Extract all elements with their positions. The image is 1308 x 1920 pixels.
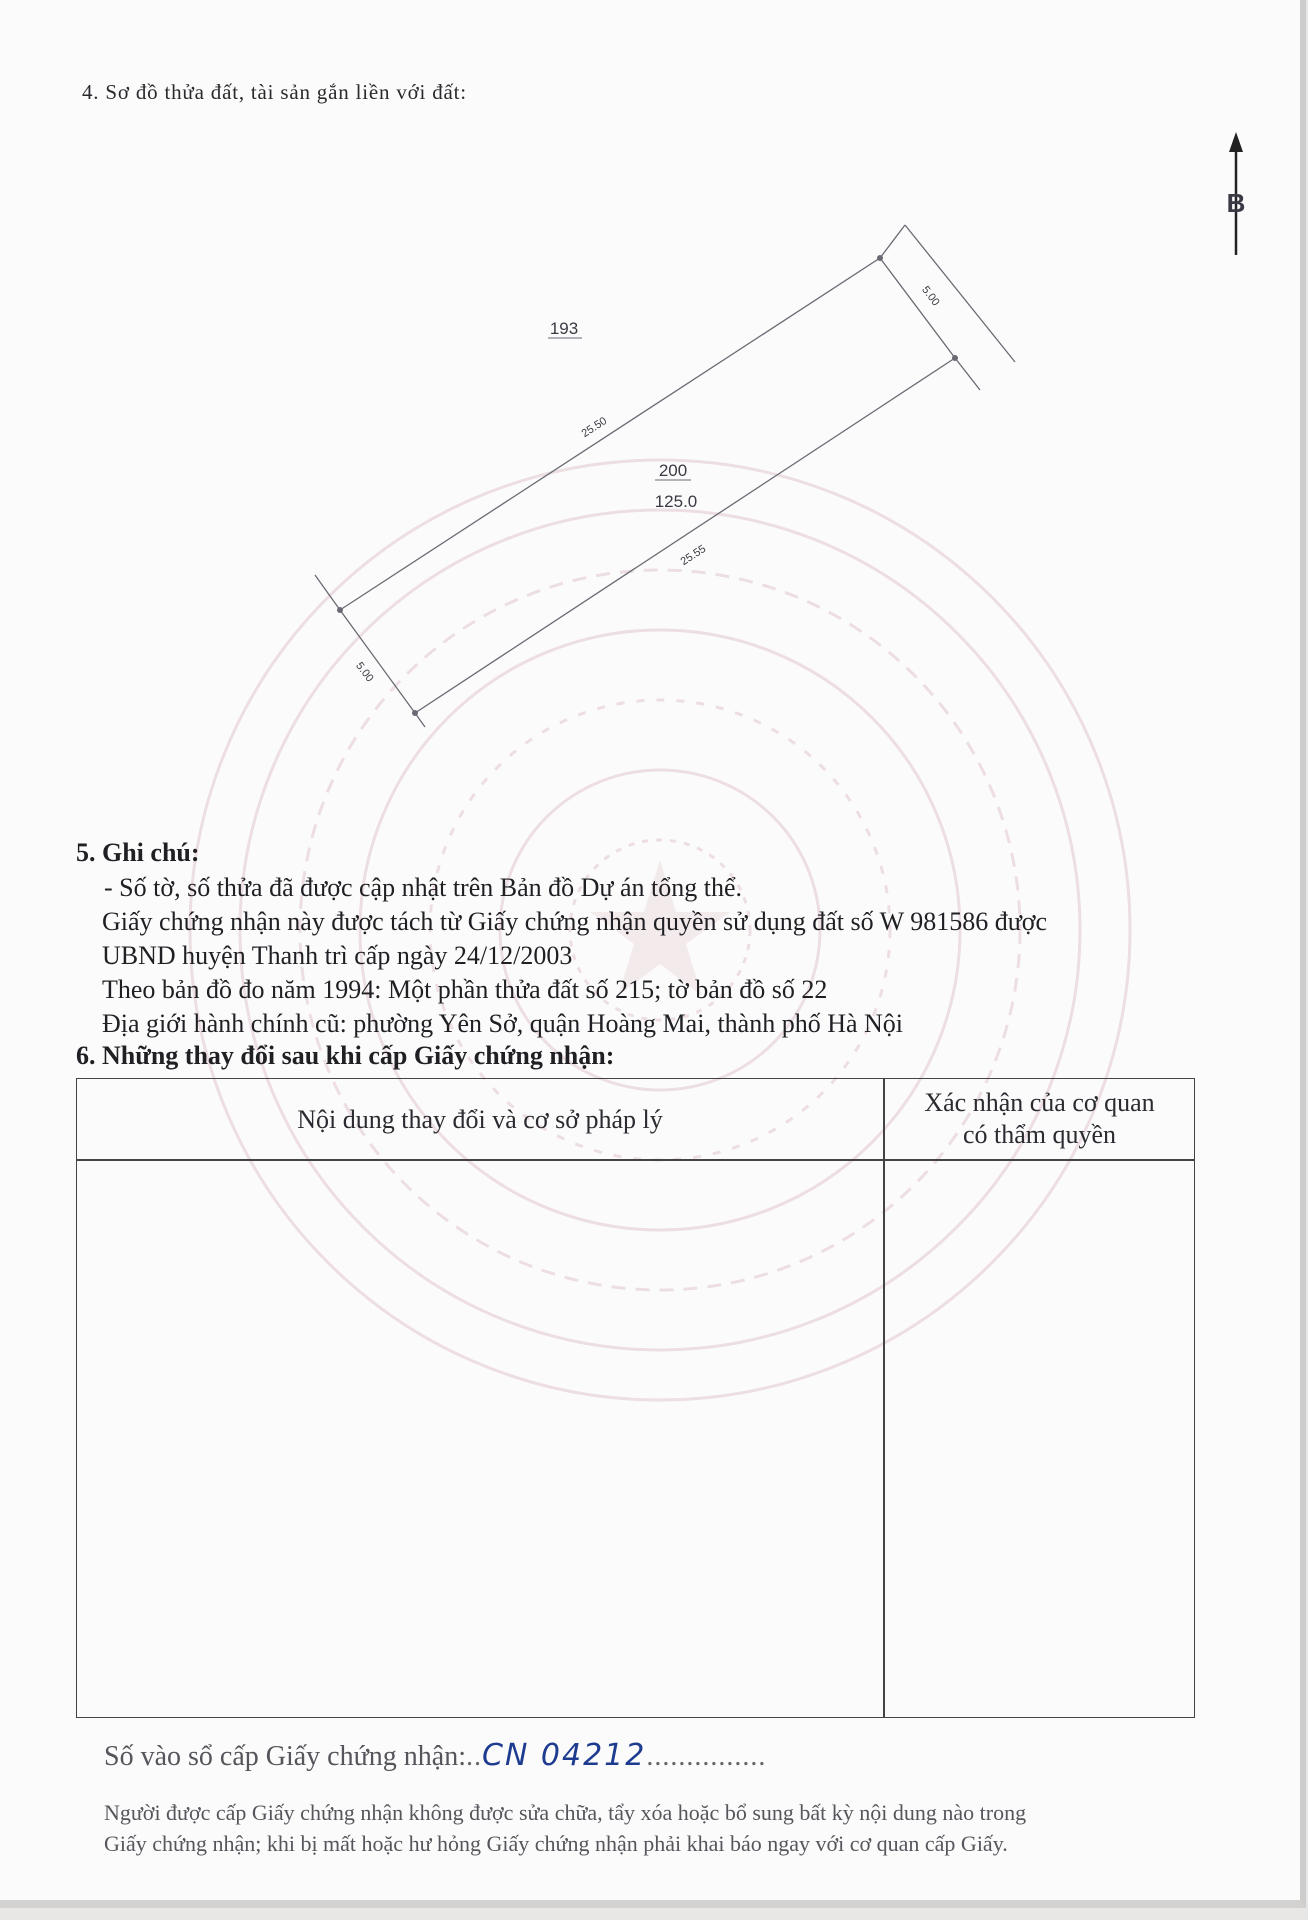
edge-top-length: 25.50 xyxy=(579,414,610,441)
note-line-5: Địa giới hành chính cũ: phường Yên Sở, quận Hoàng Mai, thành phố Hà Nội xyxy=(102,1009,904,1038)
note-line-4: Theo bản đồ đo năm 1994: Một phần thửa đất số 215; tờ bản đồ số 22 xyxy=(102,975,828,1004)
neighbor-parcel-label: 193 xyxy=(549,319,579,338)
note-line-1: - Số tờ, số thửa đã được cập nhật trên Bản đồ Dự án tổng thể. xyxy=(104,873,743,902)
section6-title: 6. Những thay đổi sau khi cấp Giấy chứng nhận: xyxy=(76,1041,615,1070)
warning-line-1: Người được cấp Giấy chứng nhận không được sửa chữa, tẩy xóa hoặc bổ sung bất kỳ nội dung nào trong xyxy=(104,1800,1027,1825)
parcel-number-label: 200 xyxy=(658,461,688,480)
registration-dots-before: .. xyxy=(466,1741,482,1772)
registration-number: CN 04212 xyxy=(482,1738,647,1773)
section4-title: 4. Sơ đồ thửa đất, tài sản gắn liền với đất: xyxy=(82,80,467,104)
edge-left-length: 5.00 xyxy=(353,660,376,685)
edge-bottom-length: 25.55 xyxy=(678,542,709,569)
table-cell-confirmation xyxy=(885,1161,1195,1717)
parcel-diagram xyxy=(0,0,1300,760)
table-cell-content xyxy=(77,1161,882,1717)
section5-title: 5. Ghi chú: xyxy=(76,838,200,867)
note-line-3: UBND huyện Thanh trì cấp ngày 24/12/2003 xyxy=(102,941,573,970)
edge-right-length: 5.00 xyxy=(919,284,942,309)
registration-dots-after: ............... xyxy=(646,1741,767,1772)
north-label: B xyxy=(1226,188,1246,218)
column-header-confirmation-line2: có thẩm quyền xyxy=(962,1120,1117,1149)
column-header-confirmation xyxy=(883,1087,1196,1151)
parcel-area-label: 125.0 xyxy=(654,492,698,511)
column-header-confirmation-line1: Xác nhận của cơ quan xyxy=(924,1088,1155,1117)
warning-line-2: Giấy chứng nhận; khi bị mất hoặc hư hỏng Giấy chứng nhận phải khai báo ngay với cơ quan cấp Giấy. xyxy=(104,1831,1008,1856)
parcel-outline xyxy=(340,258,955,713)
registration-label: Số vào sổ cấp Giấy chứng nhận: xyxy=(104,1741,466,1772)
registration-line xyxy=(104,1738,766,1773)
column-header-content: Nội dung thay đổi và cơ sở pháp lý xyxy=(297,1105,663,1134)
note-line-2: Giấy chứng nhận này được tách từ Giấy chứng nhận quyền sử dụng đất số W 981586 được xyxy=(102,907,1048,936)
north-arrow-icon xyxy=(1227,132,1246,255)
changes-table xyxy=(76,1078,1195,1718)
